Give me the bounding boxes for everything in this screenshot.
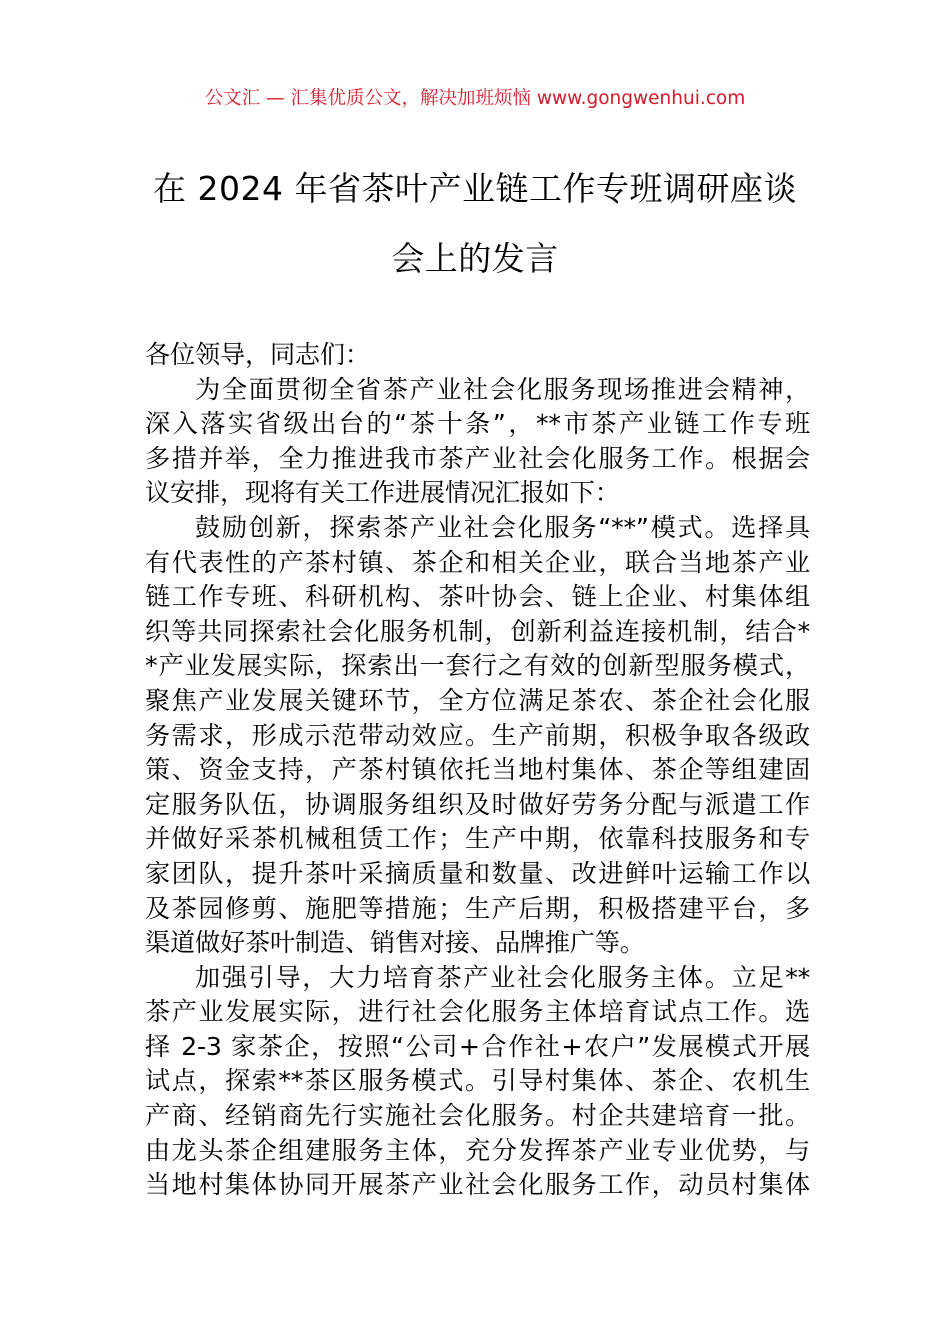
paragraph-line: 及茶园修剪、施肥等措施；生产后期，积极搭建平台，多 [145,893,810,923]
paragraph-line: 加强引导，大力培育茶产业社会化服务主体。立足** [195,962,810,992]
paragraph-line: 务需求，形成示范带动效应。生产前期，积极争取各级政 [145,720,810,750]
paragraph-3 [145,961,810,1203]
paragraph-line: 产商、经销商先行实施社会化服务。村企共建培育一批。 [145,1101,810,1131]
paragraph-line: 并做好采茶机械租赁工作；生产中期，依靠科技服务和专 [145,824,810,854]
document-title [140,154,810,294]
paragraph-line: 定服务队伍，协调服务组织及时做好劳务分配与派遣工作 [145,789,810,819]
paragraph-line: 由龙头茶企组建服务主体，充分发挥茶产业专业优势，与 [145,1135,810,1165]
paragraph-line: 聚焦产业发展关键环节，全方位满足茶农、茶企社会化服 [145,685,810,715]
paragraph-line: 为全面贯彻全省茶产业社会化服务现场推进会精神， [195,374,810,404]
watermark-header: 公文汇 — 汇集优质公文，解决加班烦恼 www.gongwenhui.com [204,88,746,109]
paragraph-line: 策、资金支持，产茶村镇依托当地村集体、茶企等组建固 [145,755,810,785]
paragraph-line: 深入落实省级出台的“茶十条”，**市茶产业链工作专班 [145,409,810,439]
paragraph-2 [145,511,810,961]
paragraph-line: 家团队，提升茶叶采摘质量和数量、改进鲜叶运输工作以 [145,858,810,888]
paragraph-line: 多措并举，全力推进我市茶产业社会化服务工作。根据会 [145,443,810,473]
paragraph-line: 试点，探索**茶区服务模式。引导村集体、茶企、农机生 [145,1066,810,1096]
paragraph-1 [145,373,810,511]
paragraph-line: 择 2-3 家茶企，按照“公司+合作社+农户”发展模式开展 [145,1031,810,1061]
paragraph-line: 织等共同探索社会化服务机制，创新利益连接机制，结合* [145,616,810,646]
paragraph-line: 鼓励创新，探索茶产业社会化服务“**”模式。选择具 [195,512,810,542]
paragraph-line: 当地村集体协同开展茶产业社会化服务工作，动员村集体 [145,1170,810,1200]
paragraph-line: 茶产业发展实际，进行社会化服务主体培育试点工作。选 [145,997,810,1027]
paragraph-line: 议安排，现将有关工作进展情况汇报如下： [145,478,620,508]
title-line-2: 会上的发言 [391,239,559,278]
paragraph-line: 链工作专班、科研机构、茶叶协会、链上企业、村集体组 [145,582,810,612]
title-line-1: 在 2024 年省茶叶产业链工作专班调研座谈 [153,169,797,208]
paragraph-line: 有代表性的产茶村镇、茶企和相关企业，联合当地茶产业 [145,547,810,577]
document-body [145,338,810,1203]
greeting: 各位领导，同志们： [145,340,370,369]
paragraph-line: *产业发展实际，探索出一套行之有效的创新型服务模式， [145,651,810,681]
paragraph-line: 渠道做好茶叶制造、销售对接、品牌推广等。 [145,928,645,958]
